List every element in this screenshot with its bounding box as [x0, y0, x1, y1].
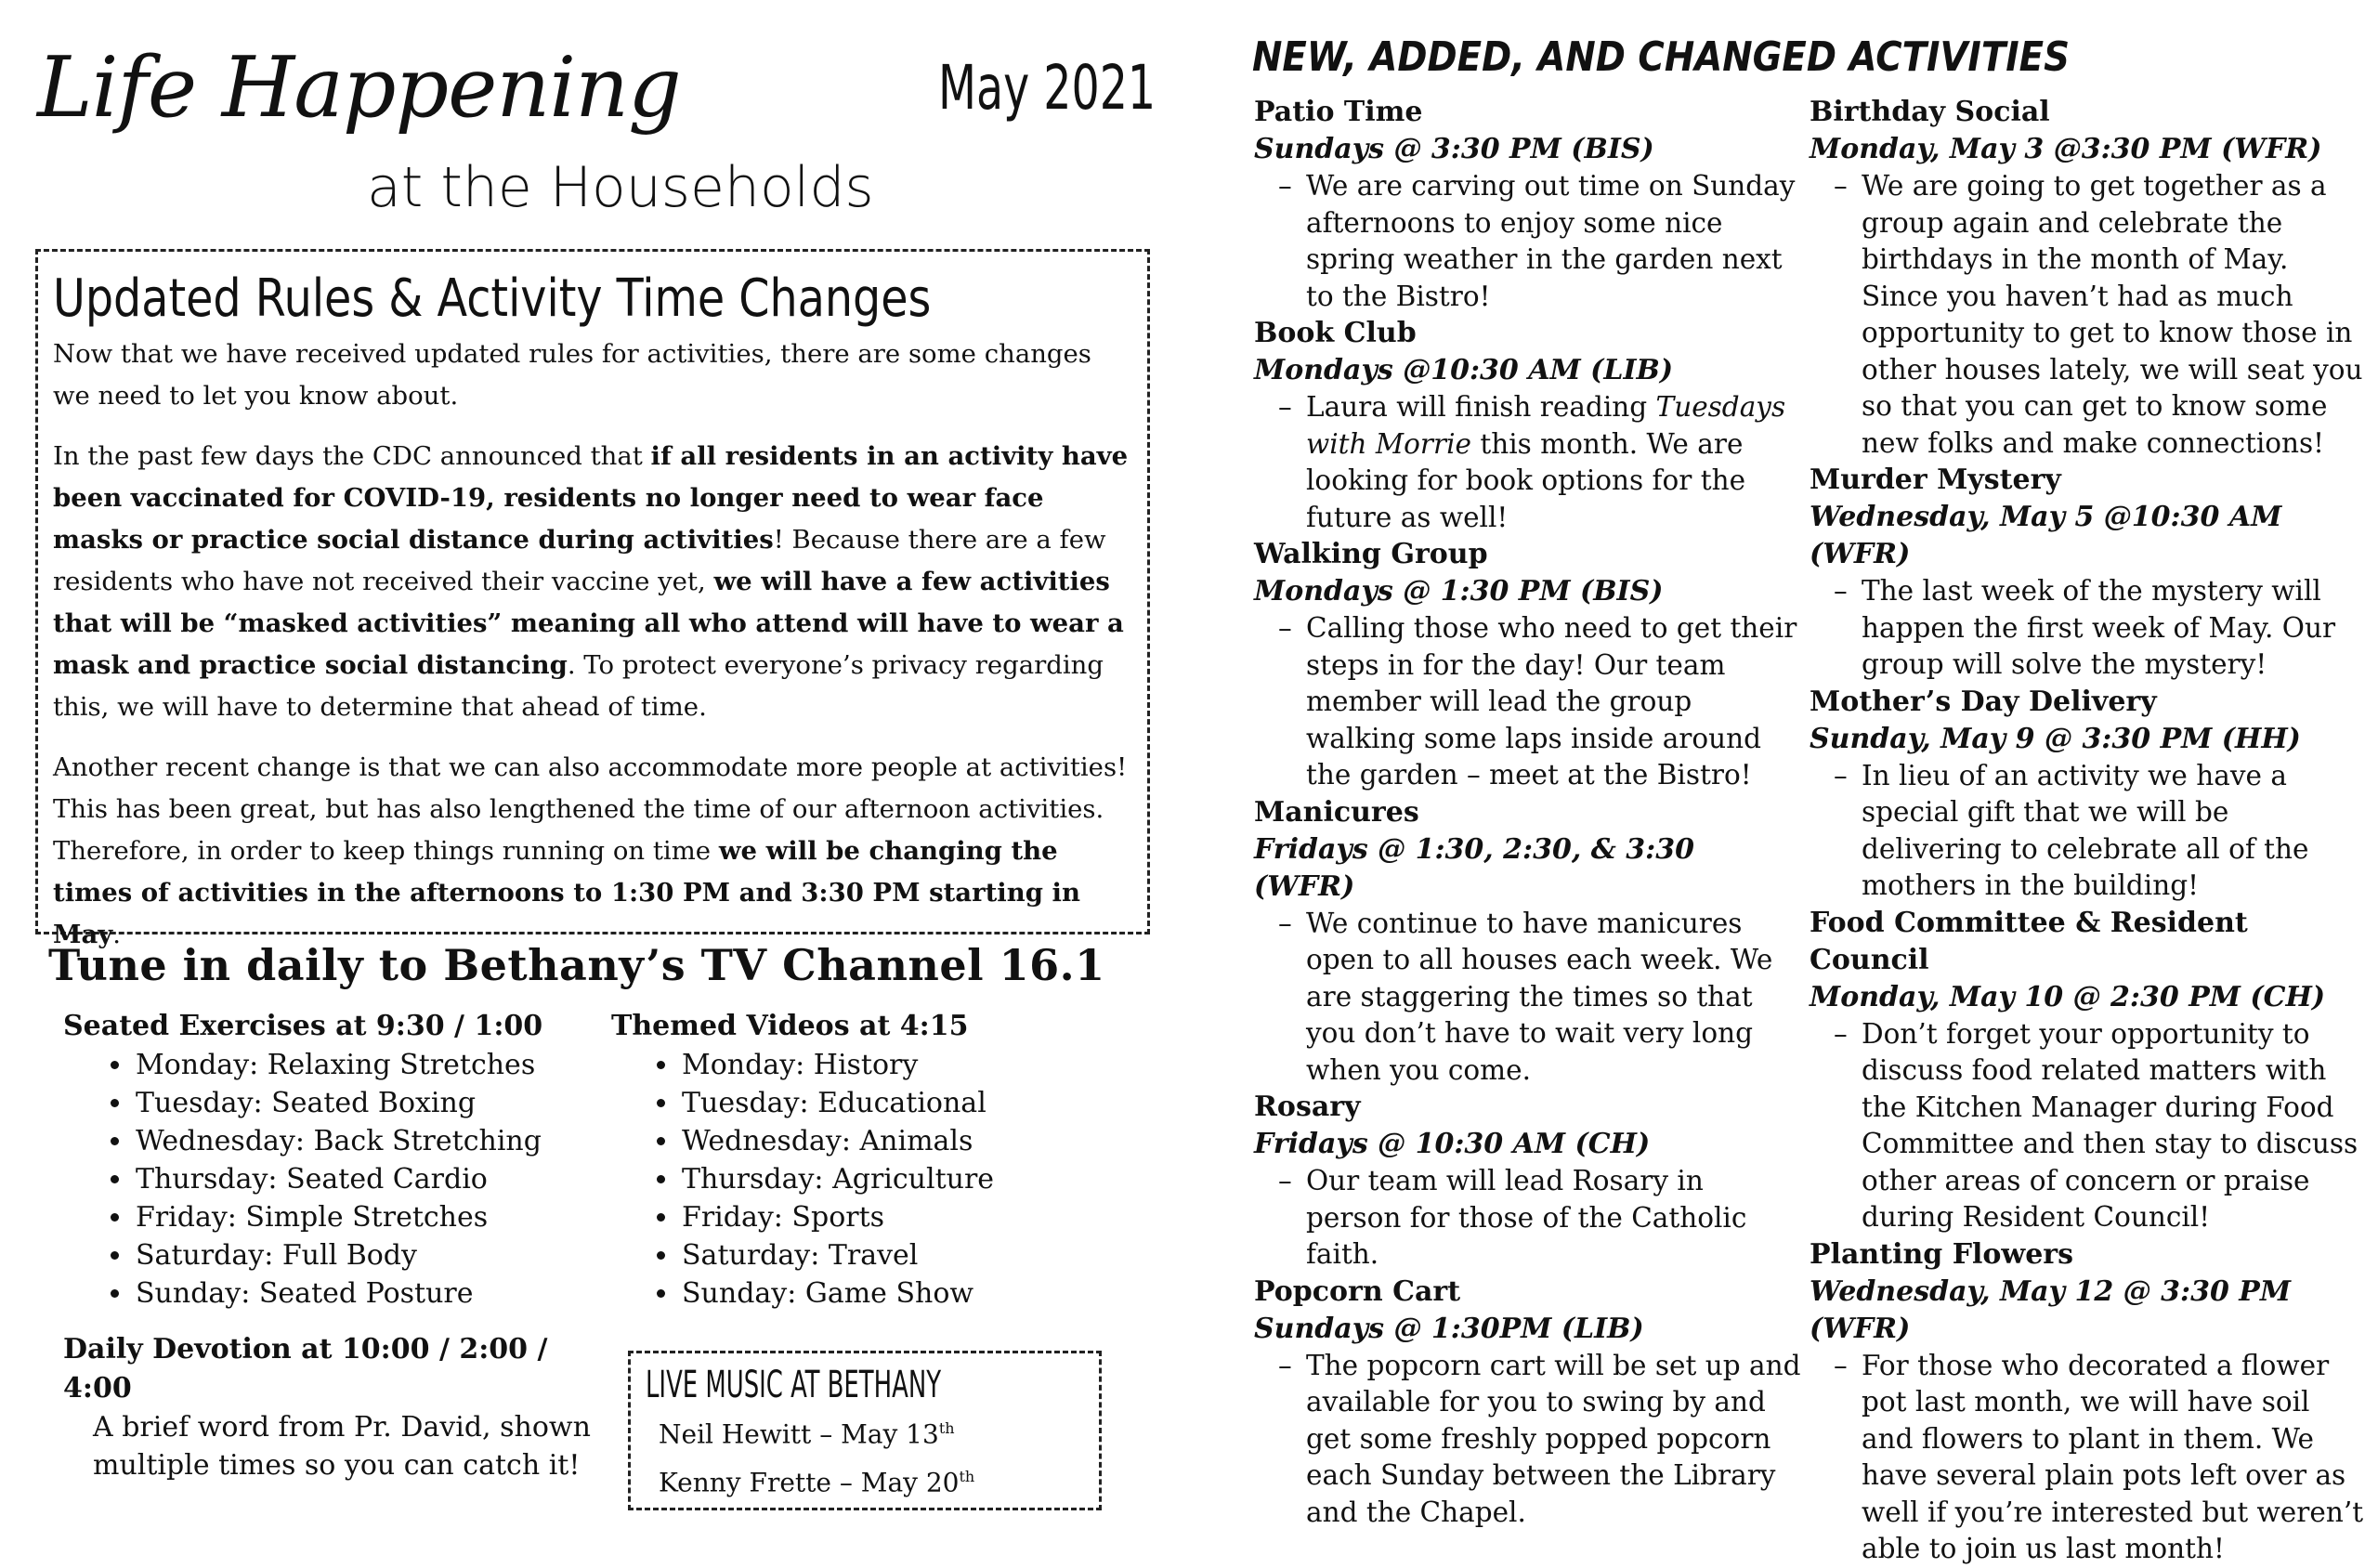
activity-name: Mother’s Day Delivery — [1810, 685, 2157, 718]
activity-book-club — [1254, 315, 1802, 536]
activity-time: Fridays @ 10:30 AM (CH) — [1254, 1128, 1651, 1160]
rules-paragraph-2 — [53, 436, 1134, 728]
rules-paragraph-1 — [53, 333, 1134, 417]
rules-p3-text-c: . — [112, 919, 121, 949]
devotion-text: A brief word from Pr. David, shown multiple times so you can catch it! — [93, 1411, 591, 1482]
activity-description: – We are going to get together as a group again and celebrate the birthdays in the month of May. Since you haven’t had as much opportunity to get to know those in other houses lately, we will seat you so that you can get to know some new folks and make connections! — [1810, 168, 2367, 462]
activity-name: Rosary — [1254, 1091, 1361, 1123]
activity-murder-mystery — [1810, 462, 2367, 684]
list-item: • Monday: History — [680, 1046, 1094, 1084]
book-club-desc-c: this month. We are looking for book options for the future as well! — [1306, 427, 1746, 533]
activity-time: Sundays @ 1:30PM (LIB) — [1254, 1312, 1644, 1345]
tv-heading: Tune in daily to Bethany’s TV Channel 16.1 — [48, 940, 1105, 990]
activity-time: Mondays @ 1:30 PM (BIS) — [1254, 575, 1664, 608]
activity-description: – Don’t forget your opportunity to discuss food related matters with the Kitchen Manager during Food Committee and then stay to discuss other areas of concern or praise during Resident Council! — [1810, 1016, 2367, 1236]
activity-time: Sunday, May 9 @ 3:30 PM (HH) — [1810, 722, 2301, 755]
devotion-heading: Daily Devotion at 10:00 / 2:00 / 4:00 — [63, 1333, 548, 1405]
devotion-section — [63, 1330, 602, 1484]
list-item: • Wednesday: Animals — [680, 1122, 1094, 1160]
rules-box — [35, 249, 1150, 949]
activity-description: – We are carving out time on Sunday afternoons to enjoy some nice spring weather in the garden next to the Bistro! — [1254, 168, 1802, 315]
activity-planting-flowers — [1810, 1236, 2367, 1568]
activity-time: Monday, May 3 @3:30 PM (WFR) — [1810, 133, 2322, 165]
activity-description: – Calling those who need to get their steps in for the day! Our team member will lead the group walking some laps inside around the garden – meet at the Bistro! — [1254, 610, 1802, 794]
rules-p2-text-e: . To protect everyone’s privacy regarding this, we will have to determine that ahead of time. — [53, 649, 1104, 722]
activity-name: Planting Flowers — [1810, 1237, 2074, 1271]
exercises-list — [63, 1046, 583, 1313]
activity-name: Birthday Social — [1810, 96, 2050, 128]
videos-list — [611, 1046, 1094, 1313]
list-item: • Saturday: Full Body — [134, 1236, 583, 1274]
rules-p1-text: Now that we have received updated rules for activities, there are some changes we need to let you know about. — [53, 338, 1091, 411]
rules-p2-bold-d: we will have a few activities that will be “masked activities” meaning all who attend will have to wear a mask and practice social distancing — [53, 566, 1124, 680]
activity-walking-group — [1254, 536, 1802, 794]
activity-name: Book Club — [1254, 317, 1417, 349]
music-performer-2-sup: th — [959, 1468, 975, 1486]
list-item: • Thursday: Seated Cardio — [134, 1160, 583, 1198]
activity-time: Sundays @ 3:30 PM (BIS) — [1254, 133, 1654, 165]
music-performer-2-text: Kenny Frette – May 20 — [659, 1467, 960, 1498]
list-item: • Sunday: Game Show — [680, 1274, 1094, 1313]
book-club-desc-a: Laura will finish reading — [1306, 391, 1656, 423]
activity-name: Popcorn Cart — [1254, 1274, 1461, 1308]
activities-column-2 — [1810, 94, 2367, 1568]
newsletter-subtitle: at the Households — [367, 155, 874, 220]
activity-time: Wednesday, May 5 @10:30 AM (WFR) — [1810, 501, 2282, 570]
activity-description: – The last week of the mystery will happen the first week of May. Our group will solve the mystery! — [1810, 573, 2367, 684]
activity-rosary — [1254, 1089, 1802, 1274]
activities-heading: NEW, ADDED, AND CHANGED ACTIVITIES — [1252, 33, 2070, 81]
activity-name: Murder Mystery — [1810, 464, 2061, 496]
videos-section — [611, 1007, 1094, 1313]
activity-time: Wednesday, May 12 @ 3:30 PM (WFR) — [1810, 1274, 2292, 1345]
activity-time: Mondays @10:30 AM (LIB) — [1254, 354, 1674, 386]
music-performer-1-text: Neil Hewitt – May 13 — [659, 1418, 939, 1450]
list-item: • Monday: Relaxing Stretches — [134, 1046, 583, 1084]
list-item: • Tuesday: Seated Boxing — [134, 1084, 583, 1122]
live-music-heading: LIVE MUSIC AT BETHANY — [646, 1364, 942, 1406]
activity-popcorn-cart — [1254, 1274, 1802, 1532]
issue-date: May 2021 — [938, 52, 1156, 124]
book-title: Tuesdays with Morrie — [1306, 391, 1786, 460]
rules-paragraph-3 — [53, 747, 1134, 956]
rules-p2-text-a: In the past few days the CDC announced that — [53, 440, 651, 471]
list-item: • Tuesday: Educational — [680, 1084, 1094, 1122]
activity-mothers-day-delivery — [1810, 684, 2367, 905]
rules-p3-text-a: Another recent change is that we can also accommodate more people at activities! This has been great, but has also lengthened the time of our afternoon activities. Therefore, in order to keep things running on time — [53, 751, 1128, 866]
activity-patio-time — [1254, 94, 1802, 315]
rules-heading: Updated Rules & Activity Time Changes — [53, 268, 932, 329]
activity-name: Walking Group — [1254, 538, 1488, 570]
activity-name: Patio Time — [1254, 96, 1423, 128]
activity-name: Manicures — [1254, 795, 1419, 829]
exercises-section — [63, 1007, 583, 1313]
activity-description: – Our team will lead Rosary in person for those of the Catholic faith. — [1254, 1163, 1802, 1274]
list-item: • Sunday: Seated Posture — [134, 1274, 583, 1313]
rules-p3-bold-b: we will be changing the times of activities in the afternoons to 1:30 PM and 3:30 PM starting in May — [53, 835, 1080, 949]
activity-description: – We continue to have manicures open to all houses each week. We are staggering the times so that you don’t have to wait very long when you come. — [1254, 906, 1802, 1090]
activity-manicures — [1254, 794, 1802, 1090]
activities-column-1 — [1254, 94, 1802, 1531]
activity-birthday-social — [1810, 94, 2367, 462]
list-item: • Friday: Sports — [680, 1198, 1094, 1236]
list-item: • Thursday: Agriculture — [680, 1160, 1094, 1198]
newsletter-title: Life Happening — [37, 39, 681, 137]
music-performer-1 — [646, 1407, 1084, 1456]
activity-description: – In lieu of an activity we have a special gift that we will be delivering to celebrate all of the mothers in the building! — [1810, 758, 2367, 905]
music-performer-1-sup: th — [938, 1419, 955, 1437]
activity-description: – For those who decorated a flower pot last month, we will have soil and flowers to plant in them. We have several plain pots left over as well if you’re interested but weren’t able to join us last month! — [1810, 1348, 2367, 1568]
rules-p2-bold-b: if all residents in an activity have been vaccinated for COVID-19, residents no longer need to wear face masks or practice social distance during activities — [53, 440, 1129, 555]
list-item: • Saturday: Travel — [680, 1236, 1094, 1274]
activity-name: Food Committee & Resident Council — [1810, 906, 2248, 976]
activity-time: Fridays @ 1:30, 2:30, & 3:30 (WFR) — [1254, 832, 1694, 903]
live-music-box — [628, 1351, 1102, 1510]
exercises-heading: Seated Exercises at 9:30 / 1:00 — [63, 1010, 543, 1042]
activity-description: – The popcorn cart will be set up and available for you to swing by and get some freshly popped popcorn each Sunday between the Library and the Chapel. — [1254, 1348, 1802, 1532]
activity-time: Monday, May 10 @ 2:30 PM (CH) — [1810, 980, 2326, 1013]
activity-food-committee — [1810, 905, 2367, 1236]
activity-description — [1254, 389, 1802, 536]
rules-p2-text-c: ! Because there are a few residents who have not received their vaccine yet, — [53, 524, 1106, 596]
videos-heading: Themed Videos at 4:15 — [611, 1010, 969, 1042]
list-item: • Wednesday: Back Stretching — [134, 1122, 583, 1160]
list-item: • Friday: Simple Stretches — [134, 1198, 583, 1236]
music-performer-2 — [646, 1456, 1084, 1504]
